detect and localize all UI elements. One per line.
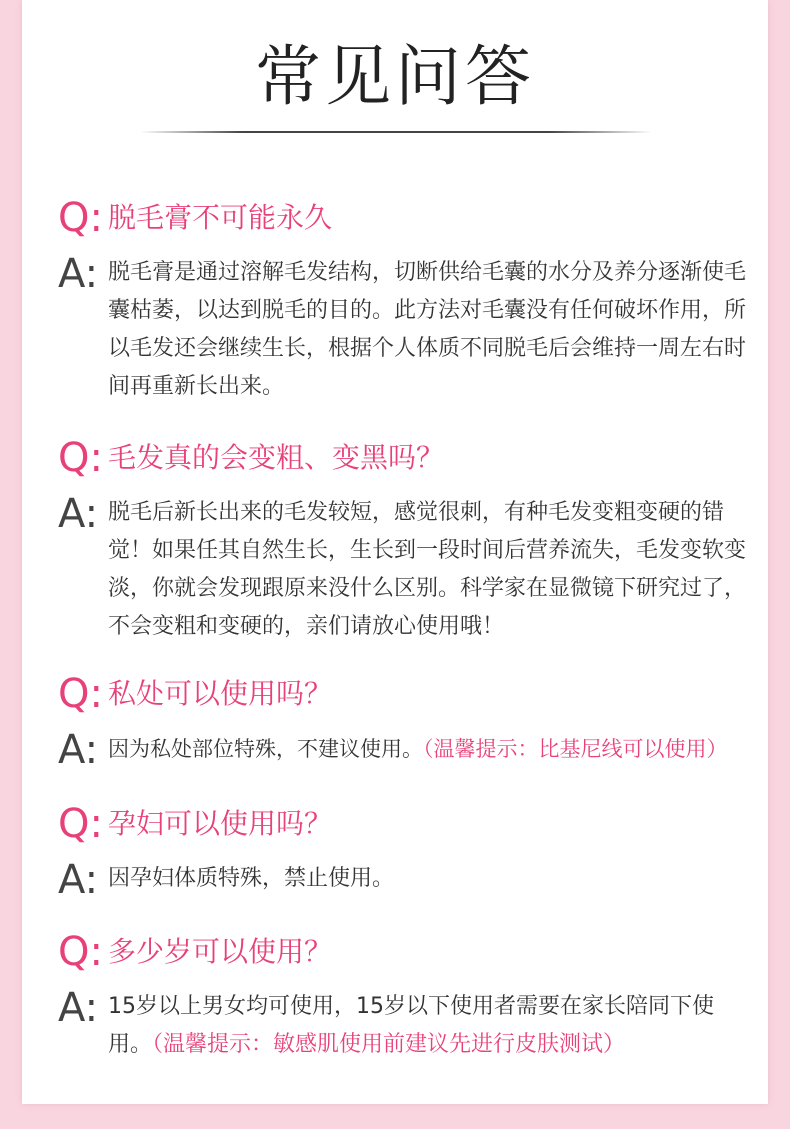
faq-item	[22, 929, 768, 1057]
answer-body: 15岁以上男女均可使用，15岁以下使用者需要在家长陪同下使用。	[108, 994, 714, 1057]
question-mark: Q:	[58, 435, 103, 481]
question-text: 毛发真的会变粗、变黑吗？	[108, 441, 445, 474]
answer-text	[108, 254, 748, 406]
question-row	[22, 196, 768, 252]
question-mark: Q:	[58, 195, 103, 241]
answer-text	[108, 494, 748, 646]
faq-card	[22, 0, 768, 1104]
answer-mark: A:	[58, 251, 99, 297]
answer-text	[108, 730, 758, 768]
question-row	[22, 672, 768, 728]
question-text: 脱毛膏不可能永久	[108, 201, 333, 234]
page-title: 常见问答	[255, 38, 535, 115]
question-text: 多少岁可以使用？	[108, 935, 333, 968]
answer-body: 因孕妇体质特殊，禁止使用。	[108, 866, 395, 891]
answer-tip: （温馨提示：比基尼线可以使用）	[423, 737, 728, 761]
question-row	[22, 802, 768, 858]
faq-item	[22, 435, 768, 639]
question-mark: Q:	[58, 929, 103, 975]
answer-tip: （温馨提示：敏感肌使用前建议先进行皮肤测试）	[152, 1032, 626, 1057]
question-text: 私处可以使用吗？	[108, 677, 333, 710]
answer-text	[108, 860, 748, 898]
answer-text	[108, 988, 748, 1064]
question-row	[22, 930, 768, 986]
answer-mark: A:	[58, 727, 99, 773]
question-mark: Q:	[58, 671, 103, 717]
faq-item	[22, 801, 768, 903]
answer-mark: A:	[58, 857, 99, 903]
answer-mark: A:	[58, 491, 99, 537]
question-mark: Q:	[58, 801, 103, 847]
question-row	[22, 436, 768, 492]
answer-mark: A:	[58, 985, 99, 1031]
faq-item	[22, 671, 768, 773]
question-text: 孕妇可以使用吗？	[108, 807, 333, 840]
faq-item	[22, 195, 768, 399]
answer-body: 因为私处部位特殊，不建议使用。	[108, 737, 423, 761]
answer-body: 脱毛膏是通过溶解毛发结构，切断供给毛囊的水分及养分逐渐使毛囊枯萎，以达到脱毛的目的。此方法对毛囊没有任何破坏作用，所以毛发还会继续生长，根据个人体质不同脱毛后会维持一周左右时间再重新长出来。	[108, 260, 747, 399]
answer-body: 脱毛后新长出来的毛发较短，感觉很刺，有种毛发变粗变硬的错觉！如果任其自然生长，生长到一段时间后营养流失，毛发变软变淡，你就会发现跟原来没什么区别。科学家在显微镜下研究过了，不会变粗和变硬的，亲们请放心使用哦！	[108, 500, 747, 639]
title-divider	[140, 131, 652, 133]
